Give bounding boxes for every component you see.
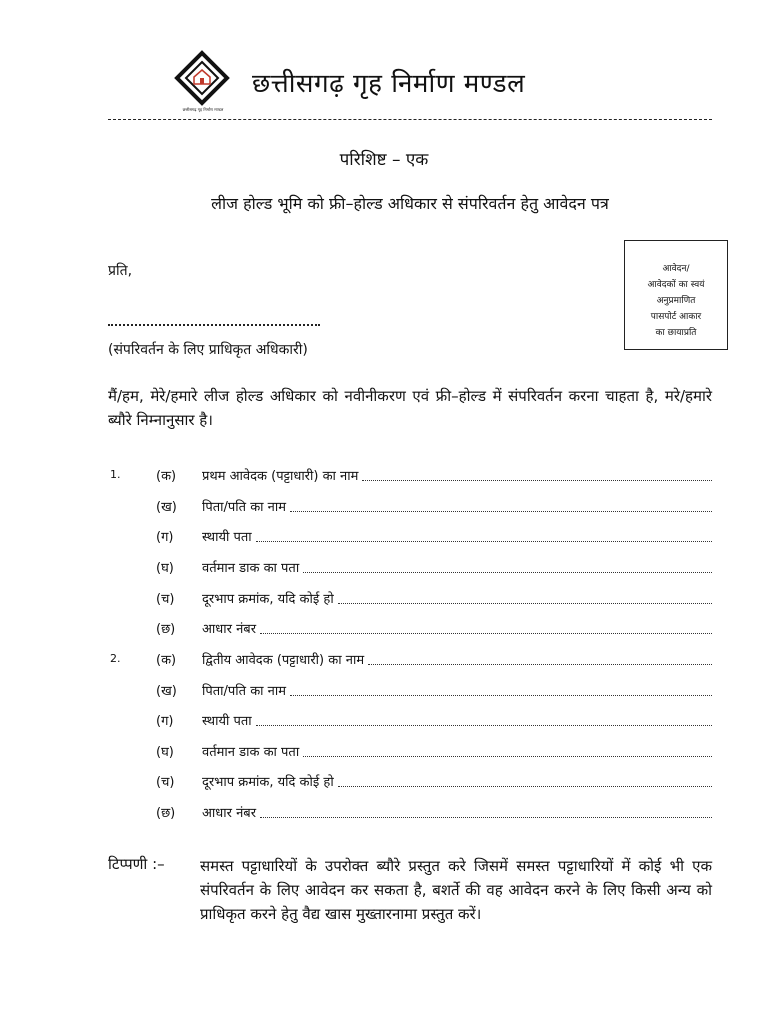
- logo-caption: छत्तीसगढ़ गृह निर्माण मण्डल: [182, 107, 224, 112]
- field-entry: [202, 650, 712, 668]
- field-label: पिता/पति का नाम: [202, 684, 287, 699]
- field-entry: [202, 742, 712, 760]
- field-row: [108, 558, 712, 582]
- field-blank[interactable]: [260, 817, 712, 818]
- field-row: [108, 711, 712, 735]
- field-entry: [202, 589, 712, 607]
- photo-box-line: आवेदन/: [662, 264, 690, 274]
- field-blank[interactable]: [290, 695, 712, 696]
- house-diamond-icon: [172, 50, 232, 106]
- field-entry: [202, 803, 712, 821]
- officer-designation: (संपरिवर्तन के लिए प्राधिकृत अधिकारी): [108, 342, 308, 358]
- field-entry: [202, 681, 712, 699]
- organization-logo: [172, 50, 232, 114]
- field-blank[interactable]: [368, 664, 712, 665]
- field-blank[interactable]: [338, 786, 712, 787]
- field-entry: [202, 772, 712, 790]
- field-blank[interactable]: [256, 725, 712, 726]
- header-divider: [108, 119, 712, 120]
- field-row: [108, 681, 712, 705]
- field-sub-letter: (ख): [156, 684, 177, 699]
- field-sub-letter: (च): [156, 592, 175, 607]
- photo-box-line: पासपोर्ट आकार: [650, 312, 702, 322]
- field-sub-letter: (ग): [156, 714, 174, 729]
- field-label: पिता/पति का नाम: [202, 500, 287, 515]
- field-sub-letter: (ग): [156, 530, 174, 545]
- field-label: दूरभाप क्रमांक, यदि कोई हो: [202, 592, 334, 607]
- photo-box-line: का छायाप्रति: [655, 328, 697, 338]
- field-row: [108, 772, 712, 796]
- field-row: [108, 650, 712, 674]
- field-blank[interactable]: [362, 480, 712, 481]
- note-label: टिप्पणी :–: [108, 855, 165, 873]
- photo-box: [624, 240, 728, 350]
- field-sub-letter: (छ): [156, 806, 176, 821]
- field-entry: [202, 497, 712, 515]
- field-label: दूरभाप क्रमांक, यदि कोई हो: [202, 775, 334, 790]
- field-blank[interactable]: [260, 633, 712, 634]
- field-blank[interactable]: [256, 541, 712, 542]
- field-entry: [202, 619, 712, 637]
- field-label: वर्तमान डाक का पता: [202, 561, 300, 576]
- field-sub-letter: (च): [156, 775, 175, 790]
- field-row: [108, 589, 712, 613]
- field-row: [108, 803, 712, 827]
- addressee-to: प्रति,: [108, 263, 133, 279]
- field-blank[interactable]: [303, 756, 712, 757]
- intro-paragraph: मैं/हम, मेरे/हमारे लीज होल्ड अधिकार को नवीनीकरण एवं फ्री–होल्ड में संपरिवर्तन करना चाहता है, मरे/हमारे ब्यौरे निम्नानुसार है।: [108, 387, 712, 429]
- field-row: [108, 619, 712, 643]
- field-label: वर्तमान डाक का पता: [202, 745, 300, 760]
- field-entry: [202, 711, 712, 729]
- field-entry: [202, 558, 712, 576]
- field-label: आधार नंबर: [202, 806, 257, 821]
- photo-box-line: अनुप्रमाणित: [656, 296, 696, 306]
- field-entry: [202, 466, 712, 484]
- field-label: द्वितीय आवेदक (पट्टाधारी) का नाम: [202, 653, 365, 668]
- field-label: प्रथम आवेदक (पट्टाधारी) का नाम: [202, 469, 359, 484]
- field-sub-letter: (ख): [156, 500, 177, 515]
- field-label: स्थायी पता: [202, 714, 252, 729]
- field-row: [108, 466, 712, 490]
- field-row: [108, 527, 712, 551]
- field-blank[interactable]: [303, 572, 712, 573]
- field-label: आधार नंबर: [202, 622, 257, 637]
- appendix-title: परिशिष्ट – एक: [339, 150, 429, 170]
- field-sub-letter: (घ): [156, 745, 174, 760]
- photo-box-line: आवेदकों का स्वयं: [647, 280, 705, 290]
- field-blank[interactable]: [290, 511, 712, 512]
- field-sub-letter: (छ): [156, 622, 176, 637]
- applicant-number: 1.: [110, 468, 121, 481]
- note-text: समस्त पट्टाधारियों के उपरोक्त ब्यौरे प्रस्तुत करे जिसमें समस्त पट्टाधारियों में कोई भी एक संपरिवर्तन के लिए आवेदन कर सकता है, बशर्ते की वह आवेदन करने के लिए किसी अन्य को प्राधिकृत करने हेतु वैद्य खास मुख्तारनामा प्रस्तुत करें।: [200, 857, 712, 923]
- field-label: स्थायी पता: [202, 530, 252, 545]
- form-title: लीज होल्ड भूमि को फ्री–होल्ड अधिकार से संपरिवर्तन हेतु आवेदन पत्र: [211, 194, 609, 213]
- field-sub-letter: (क): [156, 469, 177, 484]
- field-blank[interactable]: [338, 603, 712, 604]
- officer-name-blank[interactable]: [108, 324, 320, 326]
- organization-title: छत्तीसगढ़ गृह निर्माण मण्डल: [252, 69, 526, 99]
- field-sub-letter: (घ): [156, 561, 174, 576]
- field-row: [108, 742, 712, 766]
- field-entry: [202, 527, 712, 545]
- field-sub-letter: (क): [156, 653, 177, 668]
- applicant-number: 2.: [110, 652, 121, 665]
- field-row: [108, 497, 712, 521]
